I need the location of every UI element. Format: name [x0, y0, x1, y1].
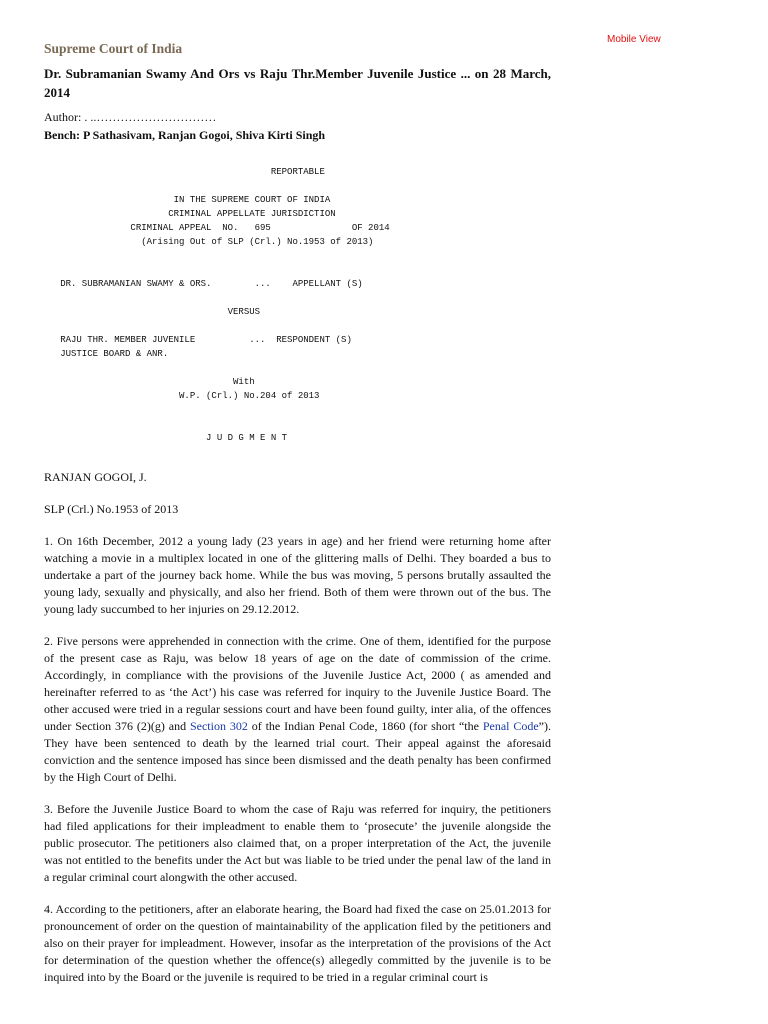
paragraph-1: 1. On 16th December, 2012 a young lady (23 years in age) and her friend were returning home after watching a movie in a multiplex located in one of the glittering malls of Delhi. They boarded a bus to undertake a part of the journey back home. While the bus was moving, 5 persons brutally assaulted the young lady, sexually and physically, and also her friend. Both of them were thrown out of the bus. The young lady succumbed to her injuries on 29.12.2012.: [44, 534, 551, 616]
paragraph-2-text-a: 2. Five persons were apprehended in connection with the crime. One of them, identified for the purpose of the present case as Raju, was below 18 years of age on the date of commission of the crime. Accordingly, in compliance with the provisions of the Juvenile Justice Act, 2000 ( as amended and hereinafter referred to as ‘the Act’) his case was referred for inquiry to the Juvenile Justice Board. The other accused were tried in a regular sessions court and have been found guilty, inter alia, of the offences under Section 376 (2)(g) and: [44, 634, 551, 733]
court-name: Supreme Court of India: [44, 41, 183, 56]
mobile-view-link[interactable]: Mobile View: [607, 34, 661, 45]
paragraph-3: 3. Before the Juvenile Justice Board to whom the case of Raju was referred for inquiry, the petitioners had filed applications for their impleadment to enable them to ‘prosecute’ the juvenile alongside the public prosecutor. The petitioners also claimed that, on a proper interpretation of the Act, the juvenile was not entitled to the benefits under the Act but was liable to be tried under the penal law of the land in a regular criminal court alongwith the other accused.: [44, 802, 551, 884]
bench-value: P Sathasivam, Ranjan Gogoi, Shiva Kirti Singh: [83, 128, 326, 142]
bench-label: Bench:: [44, 128, 83, 142]
judgment-header-block: REPORTABLE IN THE SUPREME COURT OF INDIA CRIMINAL APPELLATE JURISDICTION CRIMINAL APPEAL NO. 695 OF 2014 (Arising Out of SLP (Crl.) No.1953 of 2013) DR. SUBRAMANIAN SWAMY & ORS. ... APPELLANT (S) VERSUS RAJU THR. MEMBER JUVENILE ... RESPONDENT (S) JUSTICE BOARD & ANR. With W.P. (Crl.) No.204 of 2013 J U D G M E N T: [60, 167, 390, 443]
document-content: [44, 40, 551, 1001]
document-title: Dr. Subramanian Swamy And Ors vs Raju Thr.Member Juvenile Justice ... on 28 March, 2014: [44, 66, 551, 100]
slp-number: SLP (Crl.) No.1953 of 2013: [44, 502, 179, 516]
judgment-body: [44, 469, 551, 986]
paragraph-2-text-c: ”). They have been sentenced to death by the learned trial court. Their appeal against the aforesaid conviction and the sentence imposed has since been dismissed and the death penalty has been confirmed by the High Court of Delhi.: [44, 719, 551, 784]
author-line: [44, 110, 551, 125]
section-302-link[interactable]: Section 302: [189, 719, 248, 733]
judge-name: RANJAN GOGOI, J.: [44, 470, 147, 484]
paragraph-2-text-b: of the Indian Penal Code, 1860 (for short “the: [247, 719, 483, 733]
author-label: Author:: [44, 110, 85, 124]
paragraph-2: [44, 633, 551, 786]
paragraph-4: 4. According to the petitioners, after an elaborate hearing, the Board had fixed the case on 25.01.2013 for pronouncement of order on the question of maintainability of the application filed by the petitioners and also on their prayer for impleadment. However, insofar as the interpretation of the provisions of the Act for determination of the question whether the offence(s) allegedly committed by the juvenile is to be inquired into by the Board or the juvenile is required to be tried in a regular criminal court is: [44, 902, 551, 984]
author-value: . ..…………………………: [84, 110, 217, 124]
penal-code-link[interactable]: Penal Code: [482, 719, 539, 733]
bench-line: [44, 128, 551, 143]
